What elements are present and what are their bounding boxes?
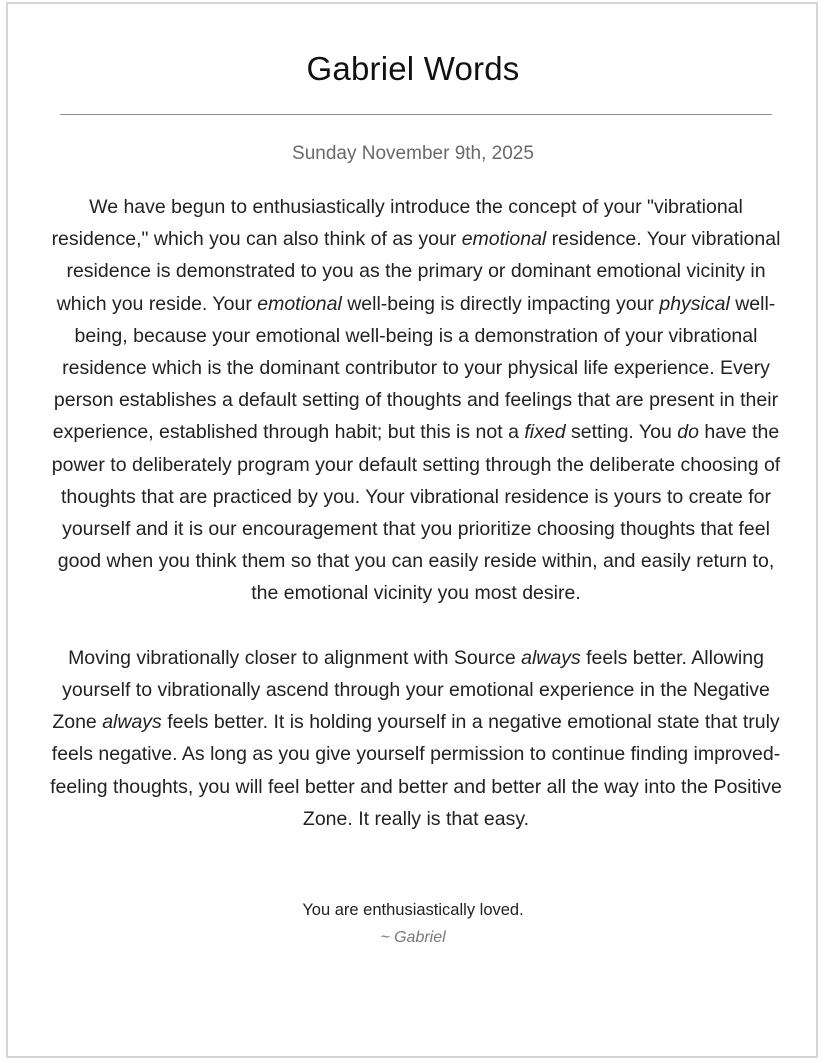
text-run: We have begun to enthusiastically introduce the concept of your "vibrational residence," which you can also think of as your (51, 196, 743, 251)
emphasis-run: emotional (257, 292, 342, 315)
emphasis-run: always (102, 711, 162, 734)
page-title: Gabriel Words (306, 50, 520, 87)
paragraph-1 (50, 191, 782, 610)
closing-line: You are enthusiastically loved. (302, 901, 524, 919)
text-run: well-being is directly impacting your (341, 292, 660, 315)
text-run: have the power to deliberately program your default setting through the deliberate choosing of thoughts that are practiced by you. Your vibrational residence is yours to create for yourself and it is our encouragement that you prioritize choosing thoughts that feel good when you think them so that you can easily reside within, and easily return to, the emotional vicinity you most desire. (51, 421, 781, 605)
signature: ~ Gabriel (380, 929, 446, 946)
emphasis-run: always (521, 646, 581, 669)
emphasis-run: fixed (524, 421, 566, 444)
post-date: Sunday November 9th, 2025 (292, 143, 534, 164)
text-run: residence. Your vibrational residence is demonstrated to you as the primary or dominant emotional vicinity in which you reside. Your (56, 228, 781, 315)
text-run: setting. You (565, 421, 678, 444)
text-run: well-being, because your emotional well-being is a demonstration of your vibrational residence which is the dominant contributor to your physical life experience. Every person establishes a default setting of thoughts and feelings that are present in their experience, established through habit; but this is not a (52, 292, 779, 444)
text-run: Moving vibrationally closer to alignment with Source (68, 646, 522, 669)
paragraph-2 (50, 642, 782, 835)
message-body (50, 191, 782, 835)
text-run: feels better. It is holding yourself in a negative emotional state that truly feels negative. As long as you give yourself permission to continue finding improved-feeling thoughts, you will feel better and better and better all the way into the Positive Zone. It really is that easy. (50, 711, 782, 830)
emphasis-run: do (677, 421, 699, 444)
emphasis-run: emotional (461, 228, 547, 251)
title-divider (60, 114, 772, 115)
text-run: feels better. Allowing yourself to vibrationally ascend through your emotional experience in the Negative Zone (52, 646, 770, 734)
emphasis-run: physical (659, 292, 730, 315)
